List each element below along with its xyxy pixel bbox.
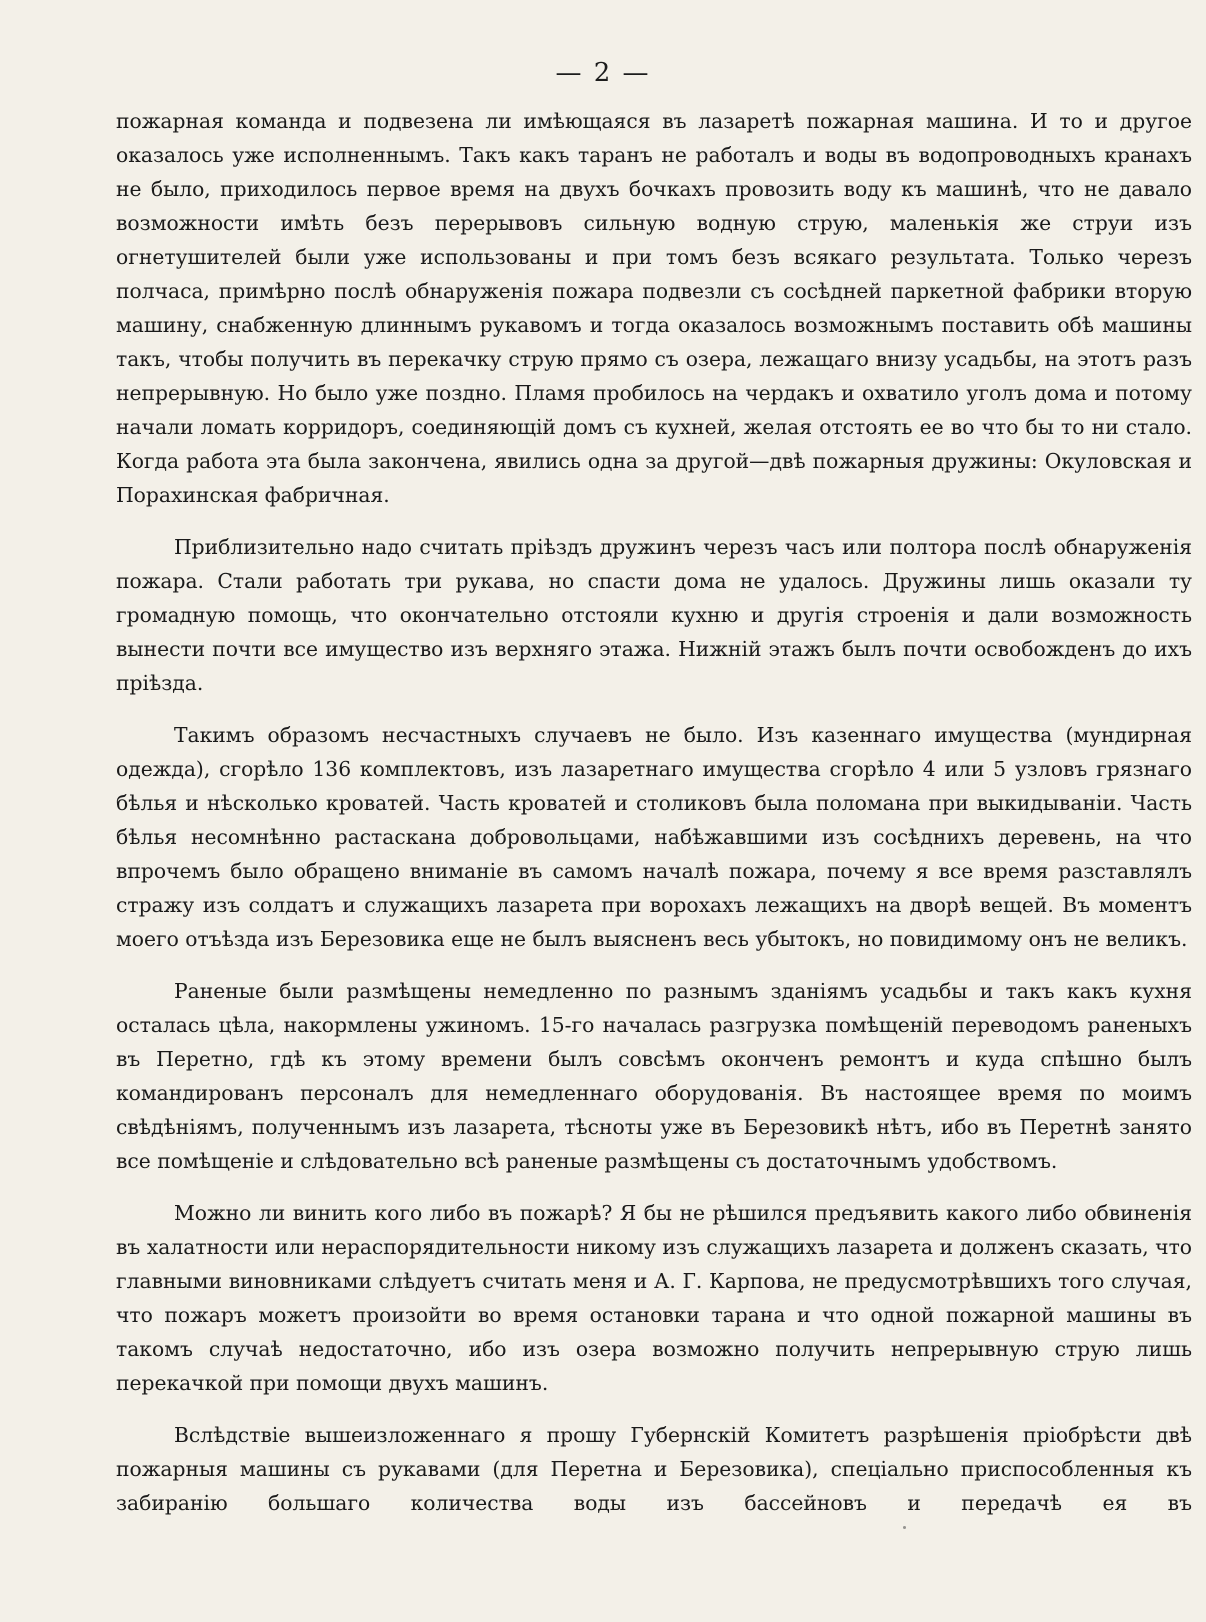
paragraph-2: Приблизительно надо считать пріѣздъ дружинъ черезъ часъ или полтора послѣ обнаруженія пожара. Стали работать три рукава, но спасти дома не удалось. Дружины лишь оказали ту громадную помощь, что окончательно отстояли кухню и другія строенія и дали возможность вынести почти все имущество изъ верхняго этажа. Нижній этажъ былъ почти освобожденъ до ихъ пріѣзда. (116, 535, 1192, 695)
paragraph-1: пожарная команда и подвезена ли имѣющаяся въ лазаретѣ пожарная машина. И то и другое оказалось уже исполненнымъ. Такъ какъ таранъ не работалъ и воды въ водопроводныхъ кранахъ не было, приходилось первое время на двухъ бочкахъ провозить воду къ машинѣ, что не давало возможности имѣть безъ перерывовъ сильную водную струю, маленькія же струи изъ огнетушителей были уже использованы и при томъ безъ всякаго результата. Только черезъ полчаса, примѣрно послѣ обнаруженія пожара подвезли съ сосѣдней паркетной фабрики вторую машину, снабженную длиннымъ рукавомъ и тогда оказалось возможнымъ поставить обѣ машины такъ, чтобы получить въ перекачку струю прямо съ озера, лежащаго внизу усадьбы, на этотъ разъ непрерывную. Но было уже поздно. Пламя пробилось на чердакъ и охватило уголъ дома и потому начали ломать корридоръ, соединяющій домъ съ кухней, желая отстоять ее во что бы то ни стало. Когда работа эта была закончена, явились одна за другой—двѣ пожарныя дружины: Окуловская и Порахинская фабричная. (116, 109, 1192, 507)
paragraph-6: Вслѣдствіе вышеизложеннаго я прошу Губернскій Комитетъ разрѣшенія пріобрѣсти двѣ пожарныя машины съ рукавами (для Перетна и Березовика), спеціально приспособленныя къ забиранію большаго количества воды изъ бассейновъ и передачѣ ея въ (116, 1423, 1192, 1515)
paragraph-5: Можно ли винить кого либо въ пожарѣ? Я бы не рѣшился предъявить какого либо обвиненія въ халатности или нераспорядительности никому изъ служащихъ лазарета и долженъ сказать, что главными виновниками слѣдуетъ считать меня и А. Г. Карпова, не предусмотрѣвшихъ того случая, что пожаръ можетъ произойти во время остановки тарана и что одной пожарной машины въ такомъ случаѣ недостаточно, ибо изъ озера возможно получить непрерывную струю лишь перекачкой при помощи двухъ машинъ. (116, 1201, 1192, 1395)
body-text (116, 104, 1192, 1520)
paper-speck (903, 1526, 906, 1529)
paragraph-3: Такимъ образомъ несчастныхъ случаевъ не было. Изъ казеннаго имущества (мундирная одежда), сгорѣло 136 комплектовъ, изъ лазаретнаго имущества сгорѣло 4 или 5 узловъ грязнаго бѣлья и нѣсколько кроватей. Часть кроватей и столиковъ была поломана при выкидываніи. Часть бѣлья несомнѣнно растаскана добровольцами, набѣжавшими изъ сосѣднихъ деревень, на что впрочемъ было обращено вниманіе въ самомъ началѣ пожара, почему я все время разставлялъ стражу изъ солдатъ и служащихъ лазарета при ворохахъ лежащихъ на дворѣ вещей. Въ моментъ моего отъѣзда изъ Березовика еще не былъ выясненъ весь убытокъ, но повидимому онъ не великъ. (116, 723, 1192, 951)
paragraph-4: Раненые были размѣщены немедленно по разнымъ зданіямъ усадьбы и такъ какъ кухня осталась цѣла, накормлены ужиномъ. 15-го началась разгрузка помѣщеній переводомъ раненыхъ въ Перетно, гдѣ къ этому времени былъ совсѣмъ оконченъ ремонтъ и куда спѣшно былъ командированъ персоналъ для немедленнаго оборудованія. Въ настоящее время по моимъ свѣдѣніямъ, полученнымъ изъ лазарета, тѣсноты уже въ Березовикѣ нѣтъ, ибо въ Перетнѣ занято все помѣщеніе и слѣдовательно всѣ раненые размѣщены съ достаточнымъ удобствомъ. (116, 979, 1192, 1173)
page-number: — 2 — (555, 58, 651, 88)
